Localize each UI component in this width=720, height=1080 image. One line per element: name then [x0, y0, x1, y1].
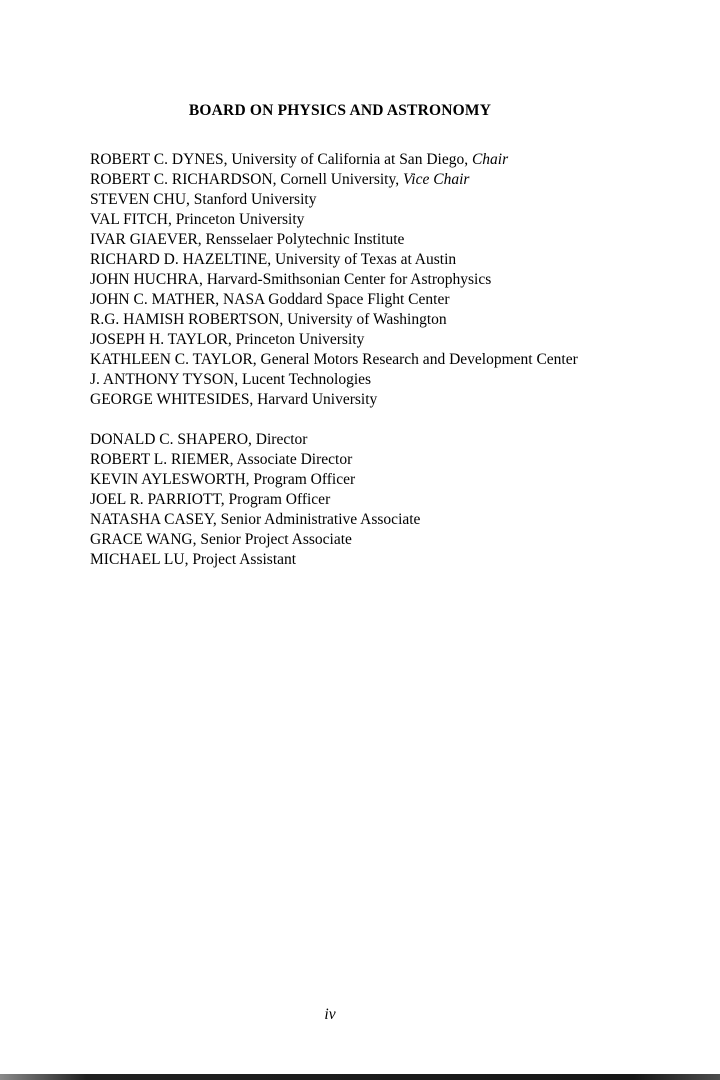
- staff-line: KEVIN AYLESWORTH, Program Officer: [90, 471, 356, 488]
- member-line: [90, 350, 650, 370]
- page-title: BOARD ON PHYSICS AND ASTRONOMY: [188, 102, 492, 119]
- member-line: [90, 370, 650, 390]
- scan-edge-shadow: [0, 1074, 720, 1080]
- member-text: VAL FITCH, Princeton University: [90, 211, 305, 228]
- member-text: R.G. HAMISH ROBERTSON, University of Washington: [90, 311, 447, 328]
- member-text: JOHN C. MATHER, NASA Goddard Space Flight Center: [90, 291, 450, 308]
- member-text: ROBERT C. DYNES, University of California at San Diego,: [90, 151, 472, 168]
- member-text: GEORGE WHITESIDES, Harvard University: [90, 391, 378, 408]
- member-line: [90, 290, 650, 310]
- member-role: Chair: [471, 151, 509, 168]
- staff-line: GRACE WANG, Senior Project Associate: [90, 531, 352, 548]
- member-role: Vice Chair: [402, 171, 470, 188]
- staff-line: ROBERT L. RIEMER, Associate Director: [90, 451, 353, 468]
- staff-list: [90, 430, 650, 570]
- member-line: [90, 270, 650, 290]
- member-text: IVAR GIAEVER, Rensselaer Polytechnic Institute: [90, 231, 405, 248]
- member-text: ROBERT C. RICHARDSON, Cornell University,: [90, 171, 403, 188]
- member-line: [90, 210, 650, 230]
- member-line: [90, 150, 650, 170]
- member-line: [90, 310, 650, 330]
- member-text: JOSEPH H. TAYLOR, Princeton University: [90, 331, 365, 348]
- member-line: [90, 170, 650, 190]
- page-number: iv: [324, 1006, 336, 1023]
- member-text: RICHARD D. HAZELTINE, University of Texas at Austin: [90, 251, 457, 268]
- member-line: [90, 390, 650, 410]
- staff-line: DONALD C. SHAPERO, Director: [90, 431, 308, 448]
- page-content: [90, 102, 650, 570]
- member-line: [90, 250, 650, 270]
- member-text: STEVEN CHU, Stanford University: [90, 191, 317, 208]
- member-line: [90, 330, 650, 350]
- staff-line: JOEL R. PARRIOTT, Program Officer: [90, 491, 331, 508]
- member-text: KATHLEEN C. TAYLOR, General Motors Research and Development Center: [90, 351, 578, 368]
- member-text: JOHN HUCHRA, Harvard-Smithsonian Center for Astrophysics: [90, 271, 492, 288]
- staff-line: NATASHA CASEY, Senior Administrative Associate: [90, 511, 421, 528]
- member-text: J. ANTHONY TYSON, Lucent Technologies: [90, 371, 372, 388]
- member-line: [90, 190, 650, 210]
- member-line: [90, 230, 650, 250]
- staff-line: MICHAEL LU, Project Assistant: [90, 551, 297, 568]
- board-members-list: [90, 150, 650, 410]
